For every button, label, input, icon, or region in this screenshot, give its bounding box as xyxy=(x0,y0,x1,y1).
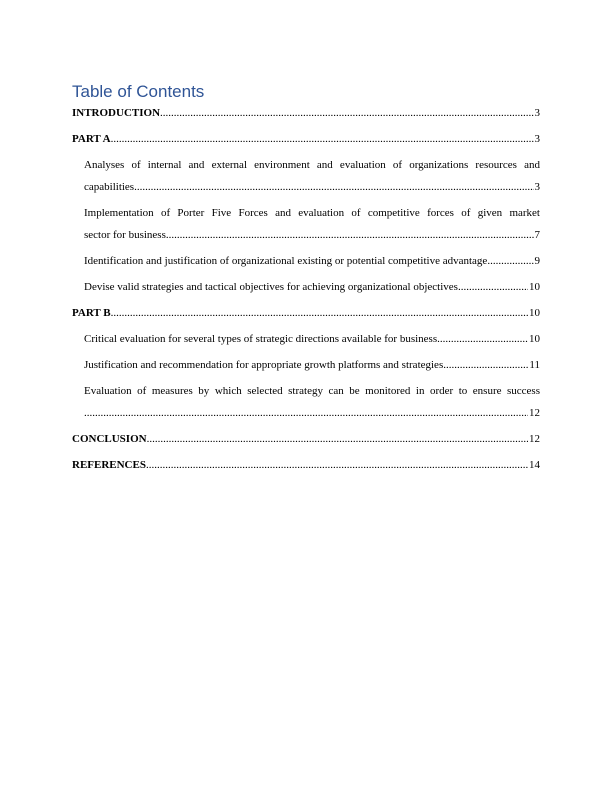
toc-entry-text-line1: Analyses of internal and external environment and evaluation of organizations resources and xyxy=(84,159,540,171)
toc-entry-text: REFERENCES xyxy=(72,459,146,471)
toc-entry-text: CONCLUSION xyxy=(72,433,147,445)
toc-page-number: 10 xyxy=(529,333,540,345)
toc-page-number: 3 xyxy=(534,133,540,145)
dot-leader xyxy=(111,302,528,324)
toc-entry-text: Identification and justification of organizational existing or potential competitive advantage xyxy=(84,255,488,267)
toc-entry-strategy-monitoring[interactable] xyxy=(72,380,540,424)
toc-entry-conclusion[interactable] xyxy=(72,428,540,450)
toc-title: Table of Contents xyxy=(72,82,205,101)
dot-leader xyxy=(146,454,528,476)
toc-entry-text: Justification and recommendation for appropriate growth platforms and strategies xyxy=(84,359,444,371)
toc-entry-introduction[interactable] xyxy=(72,102,540,124)
dot-leader xyxy=(111,128,534,150)
dot-leader xyxy=(84,402,528,424)
toc-page-number: 14 xyxy=(529,459,540,471)
dot-leader xyxy=(166,224,534,246)
toc-page-number: 12 xyxy=(529,433,540,445)
toc-page-number: 12 xyxy=(529,407,540,419)
toc-page-number: 11 xyxy=(529,359,540,371)
toc-entry-environment-analysis[interactable] xyxy=(72,154,540,198)
toc-entry-strategic-directions[interactable] xyxy=(72,328,540,350)
dot-leader xyxy=(443,354,528,376)
toc-entry-text-line1: Evaluation of measures by which selected strategy can be monitored in order to ensure success xyxy=(84,385,540,397)
toc-page-number: 3 xyxy=(534,107,540,119)
dot-leader xyxy=(160,102,533,124)
toc-entry-competitive-advantage[interactable] xyxy=(72,250,540,272)
toc-page-number: 9 xyxy=(534,255,540,267)
toc-entry-porter-five-forces[interactable] xyxy=(72,202,540,246)
dot-leader xyxy=(134,176,533,198)
toc-entry-text-line1: Implementation of Porter Five Forces and evaluation of competitive forces of given market xyxy=(84,207,540,219)
toc-entry-text: sector for business xyxy=(84,229,166,241)
dot-leader xyxy=(458,276,528,298)
toc-entry-part-a[interactable] xyxy=(72,128,540,150)
toc-entry-text: INTRODUCTION xyxy=(72,107,161,119)
toc-page-number: 10 xyxy=(529,281,540,293)
toc-entry-text: capabilities xyxy=(84,181,135,193)
toc-page-number: 3 xyxy=(534,181,540,193)
toc-entry-text: PART A xyxy=(72,133,111,145)
toc-entry-strategies-objectives[interactable] xyxy=(72,276,540,298)
toc-entry-text: PART B xyxy=(72,307,111,319)
dot-leader xyxy=(147,428,528,450)
toc-entry-text: Critical evaluation for several types of strategic directions available for business xyxy=(84,333,438,345)
toc-entry-references[interactable] xyxy=(72,454,540,476)
dot-leader xyxy=(437,328,528,350)
toc-page-number: 10 xyxy=(529,307,540,319)
table-of-contents xyxy=(72,102,540,480)
toc-page-number: 7 xyxy=(534,229,540,241)
toc-entry-part-b[interactable] xyxy=(72,302,540,324)
toc-entry-text: Devise valid strategies and tactical objectives for achieving organizational objectives xyxy=(84,281,458,293)
dot-leader xyxy=(487,250,533,272)
toc-entry-growth-platforms[interactable] xyxy=(72,354,540,376)
